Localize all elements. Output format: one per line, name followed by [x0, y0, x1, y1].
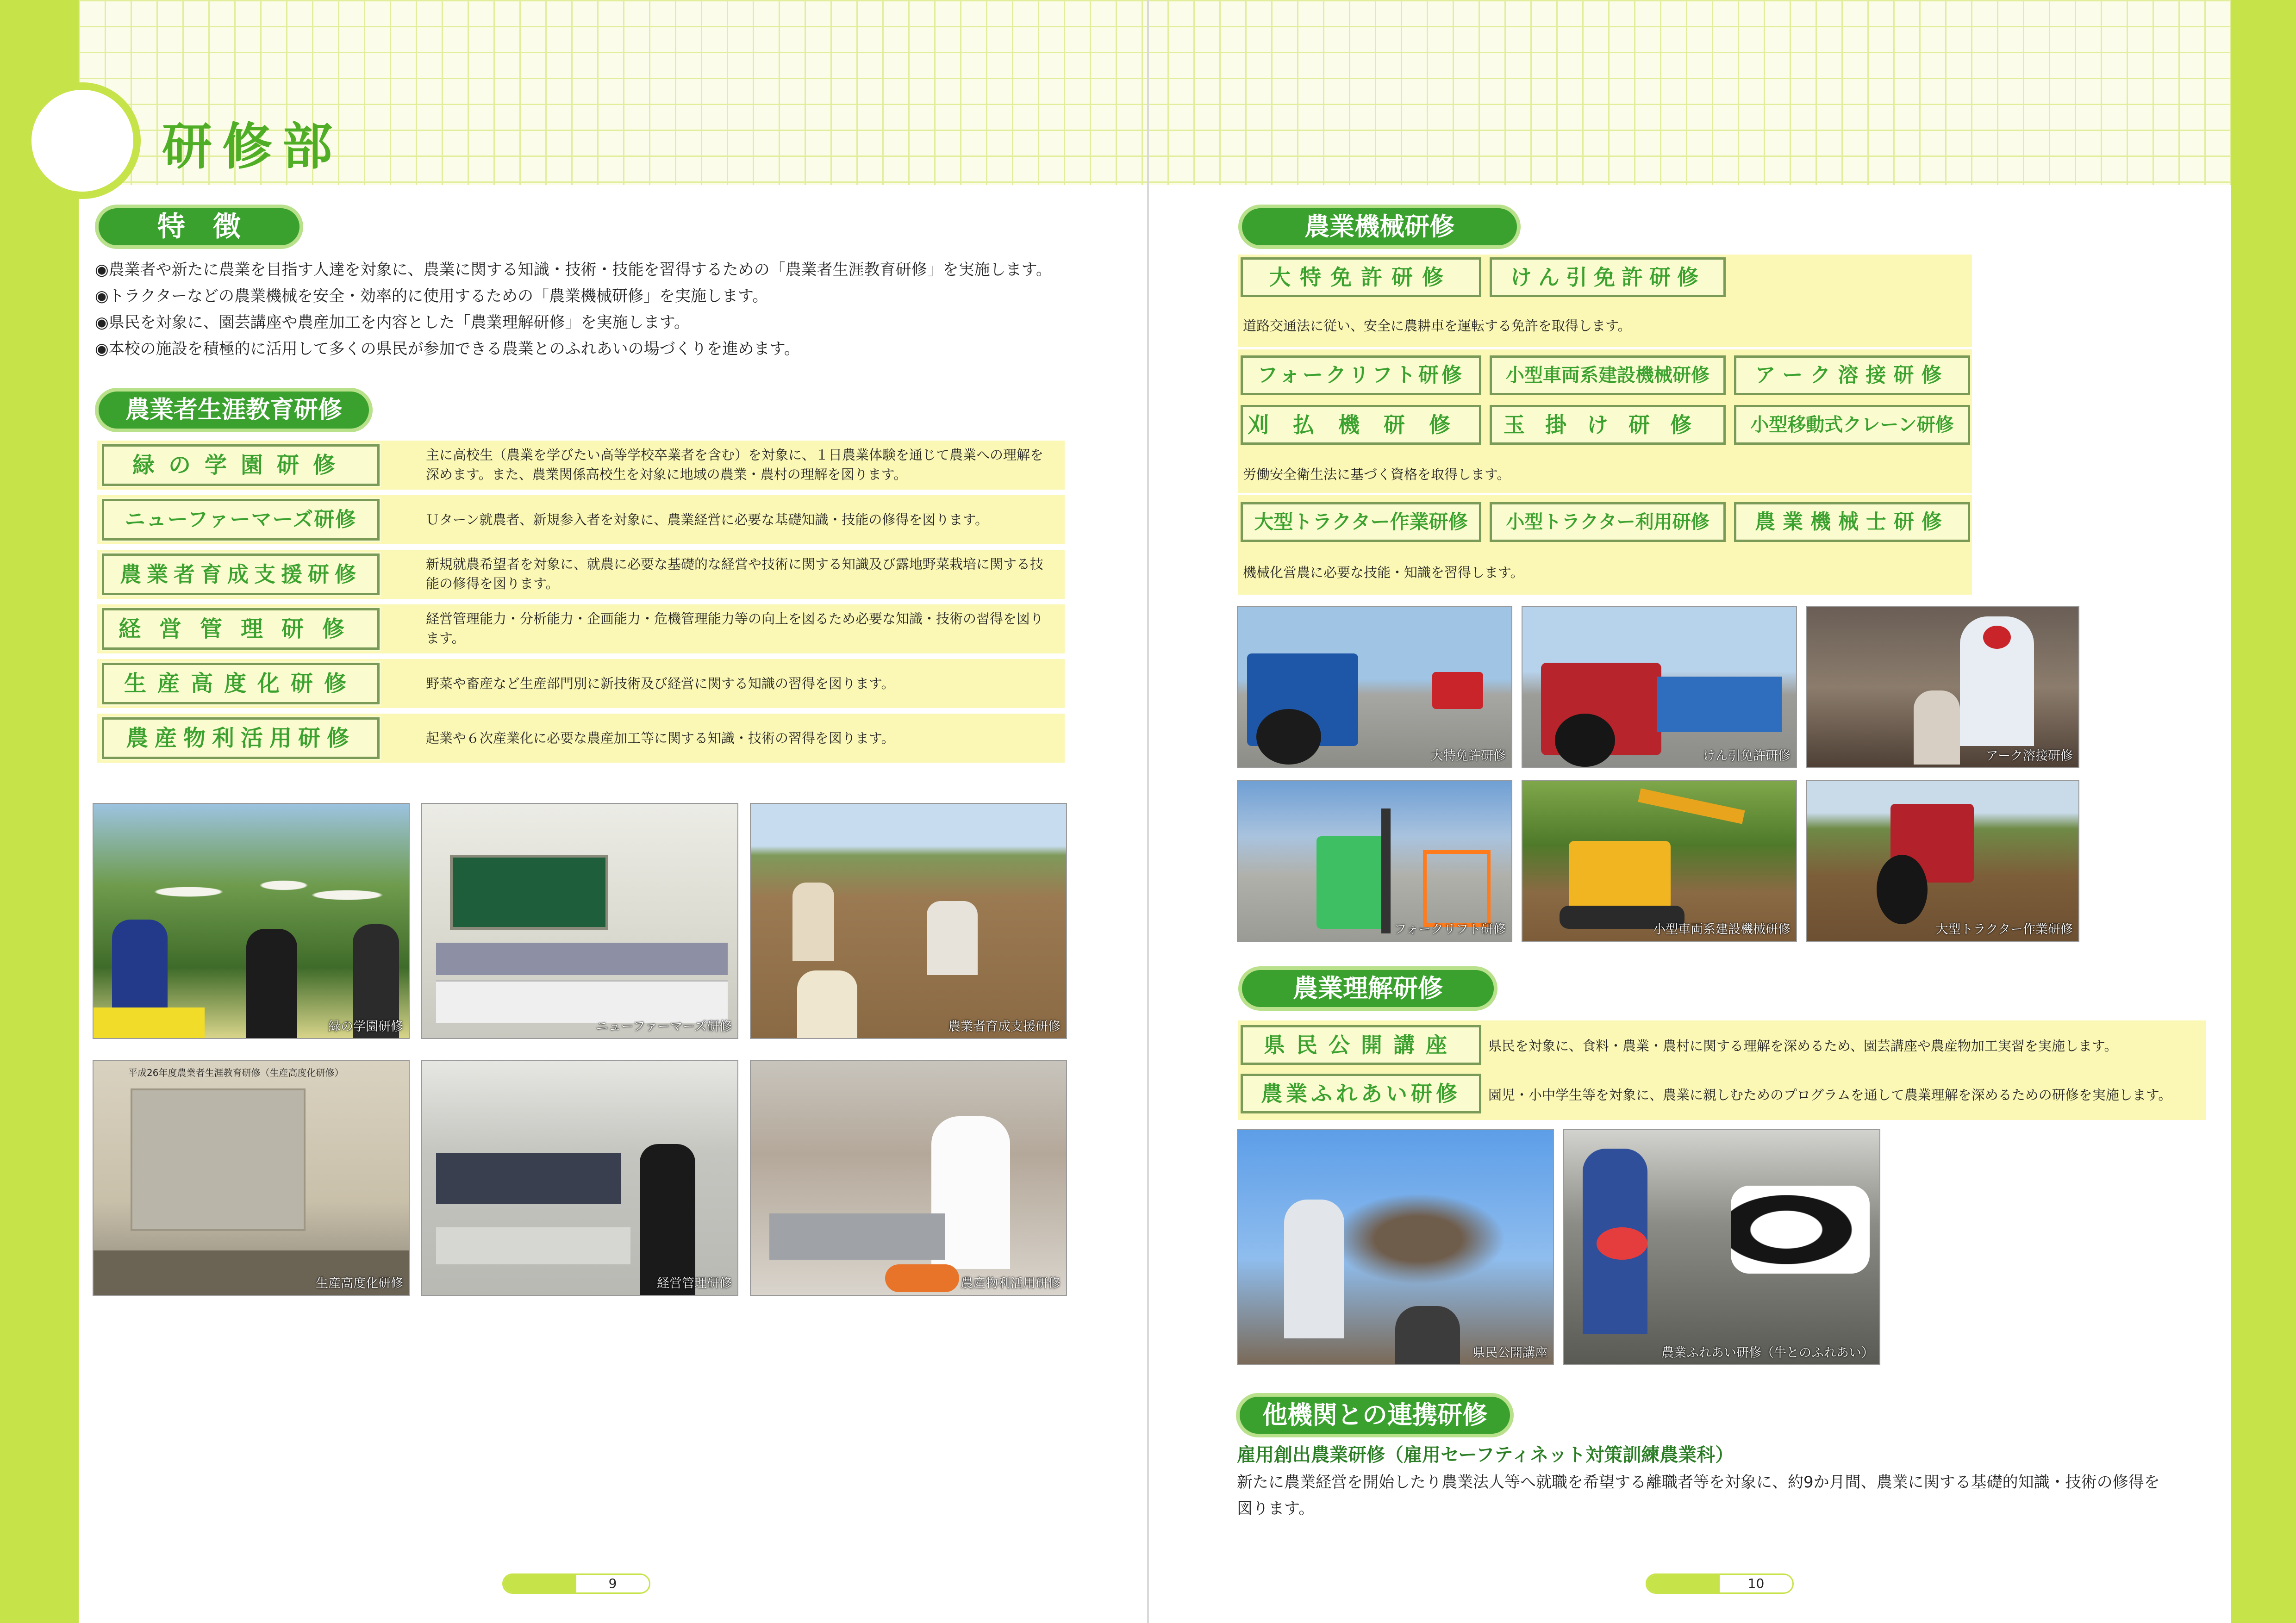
- person-figure: [797, 970, 857, 1039]
- photo-production-advance: [93, 1060, 410, 1296]
- event-banner: 平成26年度農業者生涯教育研修（生産高度化研修）: [128, 1067, 344, 1078]
- photo-caption: 農業者育成支援研修: [948, 1020, 1061, 1034]
- photo-caption: けん引免許研修: [1703, 749, 1791, 763]
- computer-row: [436, 1153, 621, 1204]
- course-row: [97, 659, 1065, 708]
- machinery-heading: 農業機械研修: [1238, 205, 1521, 249]
- desk-row: [436, 1227, 630, 1264]
- photo-farmer-support: [750, 803, 1067, 1039]
- photo-caption: 農産物利活用研修: [961, 1276, 1061, 1291]
- cooperation-heading: 他機関との連携研修: [1236, 1393, 1514, 1437]
- photo-caption: 農業ふれあい研修（牛とのふれあい）: [1661, 1346, 1874, 1360]
- understanding-heading: 農業理解研修: [1238, 966, 1497, 1011]
- course-label: 農産物利活用研修: [102, 717, 380, 759]
- photo-caption: 緑の学園研修: [328, 1020, 403, 1034]
- course-desc: Ｕターン就農者、新規参入者を対象に、農業経営に必要な基礎知識・技能の修得を図ります。: [426, 512, 989, 528]
- photo-forklift: [1237, 780, 1512, 942]
- course-row: [97, 714, 1065, 763]
- cow: [1731, 1186, 1870, 1274]
- page-title: 研修部: [162, 118, 343, 176]
- red-cap: [1597, 1227, 1647, 1260]
- photo-caption: アーク溶接研修: [1985, 749, 2073, 763]
- graph-paper-header: [79, 0, 2231, 185]
- person-figure: [1395, 1306, 1460, 1365]
- excavator-arm: [1638, 788, 1745, 824]
- photo-public-lecture: [1237, 1129, 1554, 1365]
- photo-caption: 県民公開講座: [1472, 1346, 1547, 1360]
- page-number-left: [502, 1573, 650, 1594]
- page-number-fill: [504, 1575, 576, 1592]
- photo-construction-machine: [1522, 780, 1797, 942]
- course-desc: 野菜や畜産など生産部門別に新技術及び経営に関する知識の習得を図ります。: [426, 676, 895, 691]
- photo-caption: 小型車両系建設機械研修: [1653, 922, 1791, 937]
- red-tractor: [1432, 672, 1483, 709]
- course-label: 農業者育成支援研修: [102, 553, 380, 595]
- skill-note: 機械化営農に必要な技能・知識を習得します。: [1243, 565, 1524, 580]
- photo-arc-welding: [1806, 606, 2079, 768]
- photo-special-license: [1237, 606, 1512, 768]
- photo-towing-license: [1522, 606, 1797, 768]
- feature-line: ◉トラクターなどの農業機械を安全・効率的に使用するための「農業機械研修」を実施します。: [95, 287, 768, 305]
- qualification-label: アーク溶接研修: [1734, 355, 1970, 395]
- understanding-label: 農業ふれあい研修: [1241, 1074, 1481, 1113]
- skill-label: 大型トラクター作業研修: [1241, 502, 1481, 542]
- qualification-label: 小型移動式クレーン研修: [1734, 405, 1970, 445]
- tractor-wheel: [1555, 714, 1615, 767]
- left-page-band: [0, 0, 79, 1623]
- lifelong-heading: 農業者生涯教育研修: [95, 388, 373, 432]
- right-page-band: [2231, 0, 2296, 1623]
- qualification-label: 小型車両系建設機械研修: [1490, 355, 1726, 395]
- course-label: 生産高度化研修: [102, 663, 380, 704]
- pear-bags: [94, 859, 410, 924]
- blue-trailer: [1657, 677, 1782, 732]
- features-list: [95, 257, 1113, 362]
- forklift-mast: [1381, 808, 1391, 933]
- license-label: けん引免許研修: [1490, 257, 1726, 297]
- cooking-counter: [769, 1213, 945, 1260]
- photo-product-utilization: [750, 1060, 1067, 1296]
- understanding-label: 県民公開講座: [1241, 1025, 1481, 1065]
- welding-mask: [1983, 626, 2011, 649]
- chalkboard: [450, 855, 608, 930]
- photo-caption: ニューファーマーズ研修: [596, 1020, 732, 1034]
- course-desc: 新規就農希望者を対象に、就農に必要な基礎的な経営や技術に関する知識及び露地野菜栽培に関する技能の修得を図ります。: [426, 556, 1044, 591]
- tractor-wheel: [1256, 709, 1321, 765]
- qualification-label: 玉掛け研修: [1490, 405, 1726, 445]
- course-row: [97, 441, 1065, 490]
- course-desc: 起業や６次産業化に必要な農産加工等に関する知識・技術の習得を図ります。: [426, 730, 895, 746]
- cooperation-subtitle: 雇用創出農業研修（雇用セーフティネット対策訓練農業科）: [1237, 1444, 1734, 1466]
- photo-new-farmers: [421, 803, 738, 1039]
- course-row: [97, 495, 1065, 544]
- photo-caption: フォークリフト研修: [1394, 922, 1506, 937]
- trainee-figure: [1914, 690, 1960, 765]
- person-figure: [246, 929, 297, 1039]
- feature-line: ◉本校の施設を積極的に活用して多くの県民が参加できる農業とのふれあいの場づくりを進めます。: [95, 340, 800, 358]
- person-figure: [1284, 1200, 1344, 1338]
- course-label: 緑の学園研修: [102, 444, 380, 486]
- qualification-label: フォークリフト研修: [1241, 355, 1481, 395]
- title-circle-ornament: [24, 82, 141, 199]
- page-number-text: 10: [1747, 1576, 1765, 1591]
- photo-farm-contact: [1563, 1129, 1880, 1365]
- yellow-excavator: [1569, 841, 1671, 910]
- qualification-note: 労働安全衛生法に基づく資格を取得します。: [1243, 466, 1510, 482]
- course-label: 経営管理研修: [102, 608, 380, 650]
- seated-trainees: [436, 943, 728, 975]
- page-number-right: [1646, 1573, 1794, 1594]
- course-row: [97, 550, 1065, 599]
- features-heading: 特 徴: [95, 205, 303, 249]
- course-desc: 経営管理能力・分析能力・企画能力・危機管理能力等の向上を図るため必要な知識・技術の習得を図ります。: [426, 611, 1044, 646]
- understanding-desc: 園児・小中学生等を対象に、農業に親しむためのプログラムを通して農業理解を深めるための研修を実施します。: [1488, 1087, 2172, 1103]
- course-desc: 主に高校生（農業を学びたい高等学校卒業者を含む）を対象に、１日農業体験を通じて農業への理解を深めます。また、農業関係高校生を対象に地域の農業・農村の理解を図ります。: [426, 447, 1044, 482]
- pruned-tree: [1316, 1186, 1520, 1292]
- photo-management: [421, 1060, 738, 1296]
- green-forklift: [1316, 836, 1386, 929]
- cooperation-text: 新たに農業経営を開始したり農業法人等へ就職を希望する離職者等を対象に、約9か月間、農業に関する基礎的知識・技術の修得を: [1237, 1473, 2160, 1492]
- feature-line: ◉農業者や新たに農業を目指す人達を対象に、農業に関する知識・技術・技能を習得するための「農業者生涯教育研修」を実施します。: [95, 261, 1052, 279]
- photo-large-tractor: [1806, 780, 2079, 942]
- yellow-crates: [94, 1007, 205, 1039]
- person-figure: [927, 901, 978, 975]
- course-row: [97, 604, 1065, 653]
- course-label: ニューファーマーズ研修: [102, 499, 380, 541]
- photo-caption: 大特免許研修: [1431, 749, 1506, 763]
- tractor-wheel: [1877, 855, 1928, 924]
- skill-label: 小型トラクター利用研修: [1490, 502, 1726, 542]
- qualification-label: 刈払機研修: [1241, 405, 1481, 445]
- photo-caption: 生産高度化研修: [316, 1276, 403, 1291]
- license-note: 道路交通法に従い、安全に農耕車を運転する免許を取得します。: [1243, 318, 1631, 334]
- photo-caption: 経営管理研修: [657, 1276, 732, 1291]
- projection-screen: [131, 1088, 306, 1231]
- page-number-fill: [1647, 1575, 1720, 1592]
- person-figure: [792, 883, 834, 961]
- vegetables: [885, 1264, 959, 1292]
- photo-caption: 大型トラクター作業研修: [1935, 922, 2073, 937]
- skill-label: 農業機械士研修: [1734, 502, 1970, 542]
- photo-green-academy: [93, 803, 410, 1039]
- understanding-desc: 県民を対象に、食料・農業・農村に関する理解を深めるため、園芸講座や農産物加工実習を実施します。: [1488, 1038, 2118, 1054]
- page-gutter: [1147, 0, 1149, 1623]
- cooperation-text: 図ります。: [1237, 1499, 1315, 1518]
- orange-rack: [1423, 850, 1491, 927]
- license-label: 大特免許研修: [1241, 257, 1481, 297]
- page-number-text: 9: [608, 1576, 617, 1591]
- feature-line: ◉県民を対象に、園芸講座や農産加工を内容とした「農業理解研修」を実施します。: [95, 313, 690, 332]
